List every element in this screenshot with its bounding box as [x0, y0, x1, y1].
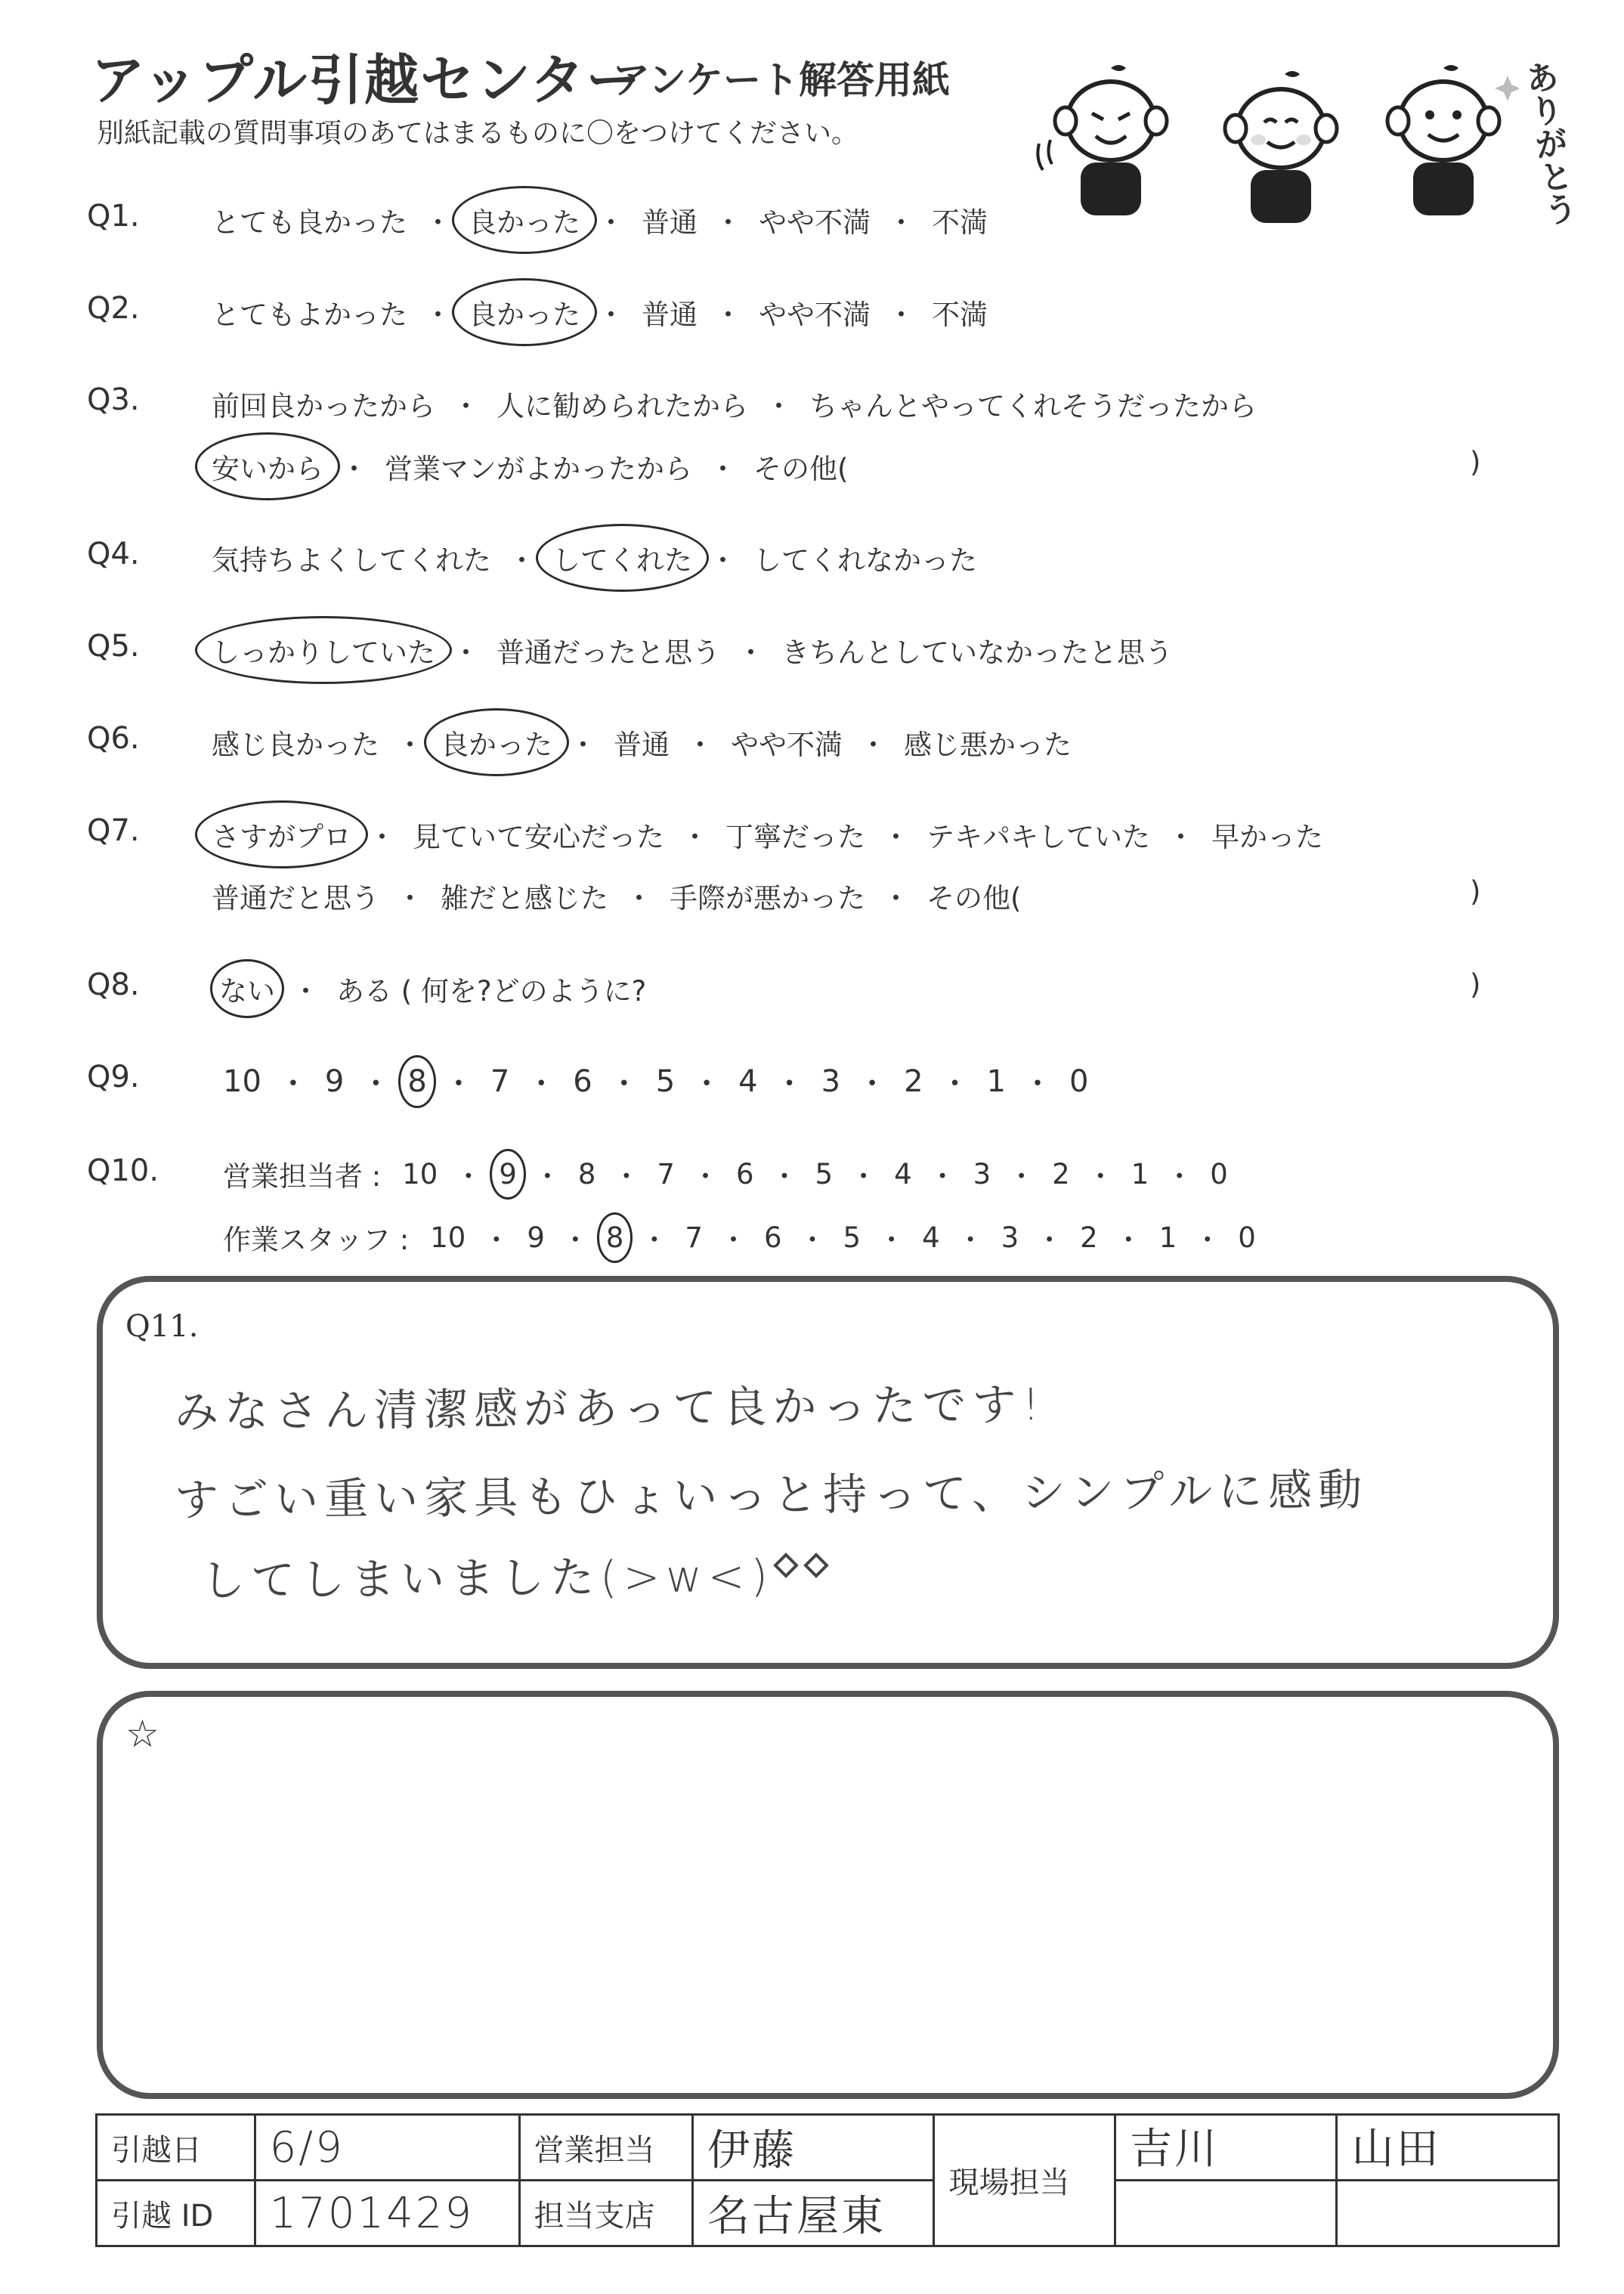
q7-option[interactable]: 普通だと思う — [212, 882, 379, 915]
q9-score[interactable]: 2 — [904, 1063, 923, 1099]
q3-options-line1: 前回良かったから ・ 人に勧められたから ・ ちゃんとやってくれそうだったから — [212, 383, 1257, 424]
thanks-text: ありがとう — [1517, 58, 1579, 228]
q1-option[interactable]: 普通 — [642, 206, 698, 239]
q10-sales-score[interactable]: 5 — [815, 1157, 834, 1190]
q10-staff-score[interactable]: 2 — [1080, 1221, 1098, 1254]
q9-score[interactable]: 1 — [986, 1063, 1006, 1099]
monkey-mascot-icon — [1368, 60, 1519, 234]
q10-label: Q10. — [87, 1153, 159, 1188]
move-date-label: 引越日 — [97, 2115, 255, 2181]
q7-option[interactable]: 雑だと感じた — [441, 882, 608, 915]
q10-staff-score[interactable]: 10 — [430, 1221, 466, 1254]
q1-option[interactable]: やや不満 — [759, 206, 871, 239]
q10-sales-score[interactable]: 6 — [735, 1157, 754, 1190]
q6-option-selected[interactable]: 良かった — [441, 722, 552, 763]
q11-comment-line: してしまいました(>w<) — [200, 1549, 775, 1607]
q2-option[interactable]: やや不満 — [759, 299, 871, 331]
q4-option-selected[interactable]: してくれた — [552, 537, 692, 578]
q1-options: とても良かった ・ 良かった ・ 普通 ・ やや不満 ・ 不満 — [212, 200, 988, 240]
q7-label: Q7. — [87, 813, 140, 848]
q10-staff-score[interactable]: 9 — [527, 1221, 545, 1254]
q9-score[interactable]: 5 — [655, 1063, 676, 1099]
q8-option-other[interactable]: ある ( 何を?どのように? — [336, 975, 647, 1008]
field-rep-value-1[interactable]: 吉川 — [1115, 2115, 1337, 2181]
q9-score[interactable]: 3 — [821, 1063, 841, 1099]
q11-comment-line: すごい重い家具もひょいっと持って、シンプルに感動 — [174, 1464, 1369, 1526]
q10-sales-score[interactable]: 7 — [657, 1157, 675, 1190]
q5-option[interactable]: きちんとしていなかったと思う — [781, 636, 1173, 669]
q2-option[interactable]: 普通 — [642, 299, 698, 331]
q10-sales-score[interactable]: 1 — [1131, 1157, 1149, 1190]
q8-label: Q8. — [87, 967, 140, 1002]
q1-label: Q1. — [87, 199, 140, 234]
q9-score[interactable]: 10 — [223, 1063, 261, 1099]
star-note-box[interactable] — [97, 1691, 1559, 2099]
q10-sales-score[interactable]: 2 — [1052, 1157, 1070, 1190]
branch-value[interactable]: 名古屋東 — [693, 2181, 934, 2246]
q7-option[interactable]: 見ていて安心だった — [413, 821, 664, 853]
q11-label: Q11. — [125, 1309, 199, 1344]
q10-staff-row: 作業スタッフ : 10 ・ 9 ・ 8 ・ 7 ・ 6 ・ 5 ・ 4 ・ 3 ・ 2 ・ 1 ・ 0 — [223, 1217, 1256, 1258]
q3-options-line2: 安いから ・ 営業マンがよかったから ・ その他( — [212, 446, 848, 487]
field-rep-value-2[interactable]: 山田 — [1337, 2115, 1559, 2181]
q4-option[interactable]: 気持ちよくしてくれた — [212, 544, 491, 577]
q10-staff-label: 作業スタッフ : — [223, 1224, 410, 1256]
q10-sales-score[interactable]: 0 — [1210, 1157, 1228, 1190]
move-id-value[interactable]: 1701429 — [255, 2181, 519, 2246]
q2-option[interactable]: 不満 — [932, 299, 988, 331]
q9-label: Q9. — [87, 1060, 140, 1094]
move-info-table — [95, 2113, 1560, 2247]
sales-rep-label: 営業担当 — [519, 2115, 693, 2181]
q10-staff-score[interactable]: 3 — [1001, 1221, 1019, 1254]
q3-option-selected[interactable]: 安いから — [212, 446, 323, 487]
q1-option[interactable]: とても良かった — [212, 206, 407, 239]
q10-staff-score[interactable]: 0 — [1238, 1221, 1256, 1254]
q1-option-selected[interactable]: 良かった — [469, 200, 580, 240]
q2-option-selected[interactable]: 良かった — [469, 292, 580, 333]
monkey-mascot-icon — [1205, 68, 1356, 242]
q6-label: Q6. — [87, 721, 140, 756]
q10-sales-score[interactable]: 3 — [973, 1157, 991, 1190]
q3-option[interactable]: 営業マンがよかったから — [385, 453, 692, 485]
q10-sales-score[interactable]: 10 — [402, 1157, 438, 1190]
q6-option[interactable]: 普通 — [614, 729, 670, 761]
q3-option[interactable]: 前回良かったから — [212, 390, 435, 423]
q6-option[interactable]: 感じ悪かった — [904, 729, 1072, 761]
sparkle-doodle-icon — [768, 1546, 836, 1584]
q3-close-paren: ) — [1470, 446, 1481, 478]
q9-score[interactable]: 0 — [1069, 1063, 1089, 1099]
q11-comment-line: みなさん清潔感があって良かったです! — [174, 1378, 1047, 1438]
q6-option[interactable]: やや不満 — [731, 729, 843, 761]
q9-score[interactable]: 7 — [490, 1063, 510, 1099]
q7-option-other[interactable]: その他( — [926, 882, 1022, 915]
star-icon: ☆ — [125, 1712, 159, 1756]
q5-label: Q5. — [87, 629, 140, 664]
q4-option[interactable]: してくれなかった — [753, 544, 977, 577]
q10-staff-score[interactable]: 5 — [843, 1221, 861, 1254]
q9-score-selected[interactable]: 8 — [407, 1063, 427, 1099]
q7-option-selected[interactable]: さすがプロ — [212, 814, 351, 855]
monkey-mascot-icon — [1035, 60, 1186, 234]
survey-subtitle: アンケート解答用紙 — [612, 58, 950, 102]
q10-staff-score[interactable]: 7 — [685, 1221, 703, 1254]
q4-options: 気持ちよくしてくれた ・ してくれた ・ してくれなかった — [212, 537, 977, 578]
q5-options: しっかりしていた ・ 普通だったと思う ・ きちんとしていなかったと思う — [212, 630, 1173, 670]
q10-staff-score[interactable]: 1 — [1158, 1221, 1177, 1254]
sales-rep-value[interactable]: 伊藤 — [693, 2115, 934, 2181]
q7-option[interactable]: テキパキしていた — [926, 821, 1150, 853]
q7-close-paren: ) — [1470, 875, 1481, 908]
q7-options-line1: さすがプロ ・ 見ていて安心だった ・ 丁寧だった ・ テキパキしていた ・ 早かった — [212, 814, 1323, 855]
q7-option[interactable]: 手際が悪かった — [670, 882, 865, 915]
field-rep-label: 現場担当 — [934, 2115, 1115, 2246]
q6-option[interactable]: 感じ良かった — [212, 729, 379, 761]
q10-sales-score[interactable]: 8 — [577, 1157, 596, 1190]
q11-comment-box[interactable] — [97, 1276, 1559, 1669]
move-date-value[interactable]: 6/9 — [255, 2115, 519, 2181]
q10-sales-score[interactable]: 4 — [894, 1157, 912, 1190]
q2-options: とてもよかった ・ 良かった ・ 普通 ・ やや不満 ・ 不満 — [212, 292, 988, 333]
q8-option-selected[interactable]: ない — [219, 968, 275, 1009]
q10-staff-score-selected[interactable]: 8 — [605, 1221, 624, 1254]
q9-score[interactable]: 6 — [573, 1063, 592, 1099]
q1-option[interactable]: 不満 — [932, 206, 988, 239]
branch-label: 担当支店 — [519, 2181, 693, 2246]
q3-option-other[interactable]: その他( — [753, 453, 849, 485]
q7-option[interactable]: 早かった — [1211, 821, 1323, 853]
q10-sales-score-selected[interactable]: 9 — [499, 1157, 517, 1190]
instruction-text: 別紙記載の質問事項のあてはまるものに〇をつけてください。 — [97, 118, 859, 149]
q6-options: 感じ良かった ・ 良かった ・ 普通 ・ やや不満 ・ 感じ悪かった — [212, 722, 1072, 763]
q10-staff-score[interactable]: 6 — [763, 1221, 782, 1254]
q3-option[interactable]: 人に勧められたから — [496, 390, 748, 423]
q2-label: Q2. — [87, 291, 140, 326]
q10-sales-row: 営業担当者 : 10 ・ 9 ・ 8 ・ 7 ・ 6 ・ 5 ・ 4 ・ 3 ・ 2 ・ 1 ・ 0 — [223, 1153, 1228, 1194]
q9-scale: 10 ・ 9 ・ 8 ・ 7 ・ 6 ・ 5 ・ 4 ・ 3 ・ 2 ・ 1 ・ 0 — [223, 1063, 1089, 1101]
q8-close-paren: ) — [1470, 968, 1481, 1001]
q9-score[interactable]: 4 — [738, 1063, 758, 1099]
field-rep-empty-cell[interactable] — [1337, 2181, 1559, 2246]
q7-options-line2: 普通だと思う ・ 雑だと感じた ・ 手際が悪かった ・ その他( — [212, 875, 1021, 916]
field-rep-empty-cell[interactable] — [1115, 2181, 1337, 2246]
move-id-label: 引越 ID — [97, 2181, 255, 2246]
q3-option[interactable]: ちゃんとやってくれそうだったから — [809, 390, 1257, 423]
q8-options: ない ・ ある ( 何を?どのように? — [219, 968, 646, 1009]
q9-score[interactable]: 9 — [324, 1063, 345, 1099]
survey-title: アップル引越センター — [91, 48, 642, 112]
q4-label: Q4. — [87, 537, 140, 571]
q2-option[interactable]: とてもよかった — [212, 299, 407, 331]
q3-label: Q3. — [87, 382, 140, 417]
q5-option-selected[interactable]: しっかりしていた — [212, 630, 435, 670]
q10-staff-score[interactable]: 4 — [922, 1221, 940, 1254]
q5-option[interactable]: 普通だったと思う — [496, 636, 720, 669]
q10-sales-label: 営業担当者 : — [223, 1160, 382, 1193]
q7-option[interactable]: 丁寧だった — [725, 821, 865, 853]
